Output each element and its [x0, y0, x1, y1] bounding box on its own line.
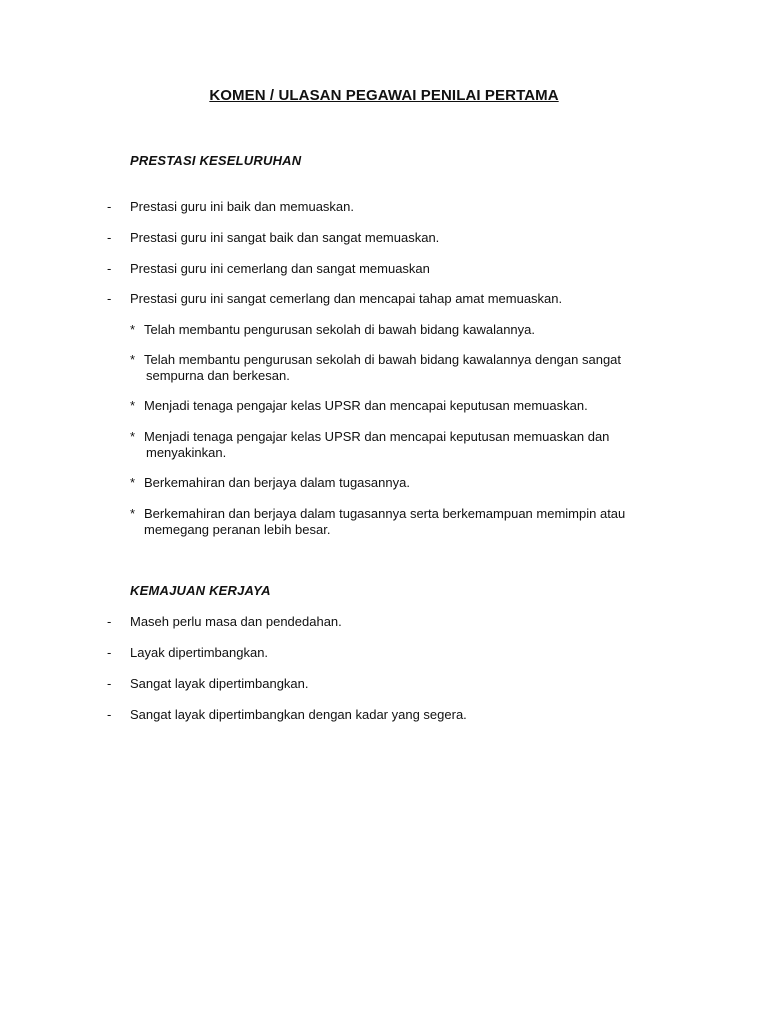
sub-item-line: Menjadi tenaga pengajar kelas UPSR dan mencapai keputusan memuaskan dan — [144, 429, 610, 444]
star-marker: * — [130, 322, 136, 337]
sub-item-line: Menjadi tenaga pengajar kelas UPSR dan mencapai keputusan memuaskan. — [144, 398, 588, 413]
dash-marker: - — [107, 645, 112, 660]
star-marker: * — [130, 506, 136, 521]
list-item-text: Prestasi guru ini cemerlang dan sangat memuaskan — [130, 261, 430, 276]
list-item-text: Sangat layak dipertimbangkan dengan kadar yang segera. — [130, 707, 467, 722]
dash-marker: - — [107, 261, 112, 276]
dash-marker: - — [107, 707, 112, 722]
dash-marker: - — [107, 614, 112, 629]
star-marker: * — [130, 475, 136, 490]
page-title: KOMEN / ULASAN PEGAWAI PENILAI PERTAMA — [209, 87, 559, 104]
star-marker: * — [130, 398, 136, 413]
dash-marker: - — [107, 199, 112, 214]
sub-item-line: Telah membantu pengurusan sekolah di bawah bidang kawalannya dengan sangat — [144, 352, 622, 367]
list-item-text: Prestasi guru ini sangat cemerlang dan mencapai tahap amat memuaskan. — [130, 291, 563, 306]
sub-item-text — [144, 475, 410, 491]
section-heading-kemajuan: KEMAJUAN KERJAYA — [130, 583, 271, 598]
sub-item-text — [144, 398, 588, 414]
sub-item-line: Berkemahiran dan berjaya dalam tugasannya. — [144, 475, 410, 490]
dash-marker: - — [107, 676, 112, 691]
sub-item-line: memegang peranan lebih besar. — [144, 522, 331, 537]
sub-item-line: Telah membantu pengurusan sekolah di bawah bidang kawalannya. — [144, 322, 535, 337]
sub-item-text — [144, 352, 621, 384]
list-item-text: Prestasi guru ini baik dan memuaskan. — [130, 199, 355, 214]
list-item-text: Layak dipertimbangkan. — [130, 645, 269, 660]
section-heading-prestasi: PRESTASI KESELURUHAN — [130, 153, 302, 168]
list-item-text: Sangat layak dipertimbangkan. — [130, 676, 309, 691]
sub-item-text — [144, 322, 535, 338]
sub-item-line: Berkemahiran dan berjaya dalam tugasannya serta berkemampuan memimpin atau — [144, 506, 626, 521]
sub-item-text — [144, 429, 609, 461]
star-marker: * — [130, 429, 136, 444]
dash-marker: - — [107, 230, 112, 245]
sub-item-line: menyakinkan. — [146, 445, 227, 460]
dash-marker: - — [107, 291, 112, 306]
star-marker: * — [130, 352, 136, 367]
list-item-text: Maseh perlu masa dan pendedahan. — [130, 614, 342, 629]
sub-item-line: sempurna dan berkesan. — [146, 368, 290, 383]
sub-item-text — [144, 506, 625, 538]
list-item-text: Prestasi guru ini sangat baik dan sangat memuaskan. — [130, 230, 440, 245]
